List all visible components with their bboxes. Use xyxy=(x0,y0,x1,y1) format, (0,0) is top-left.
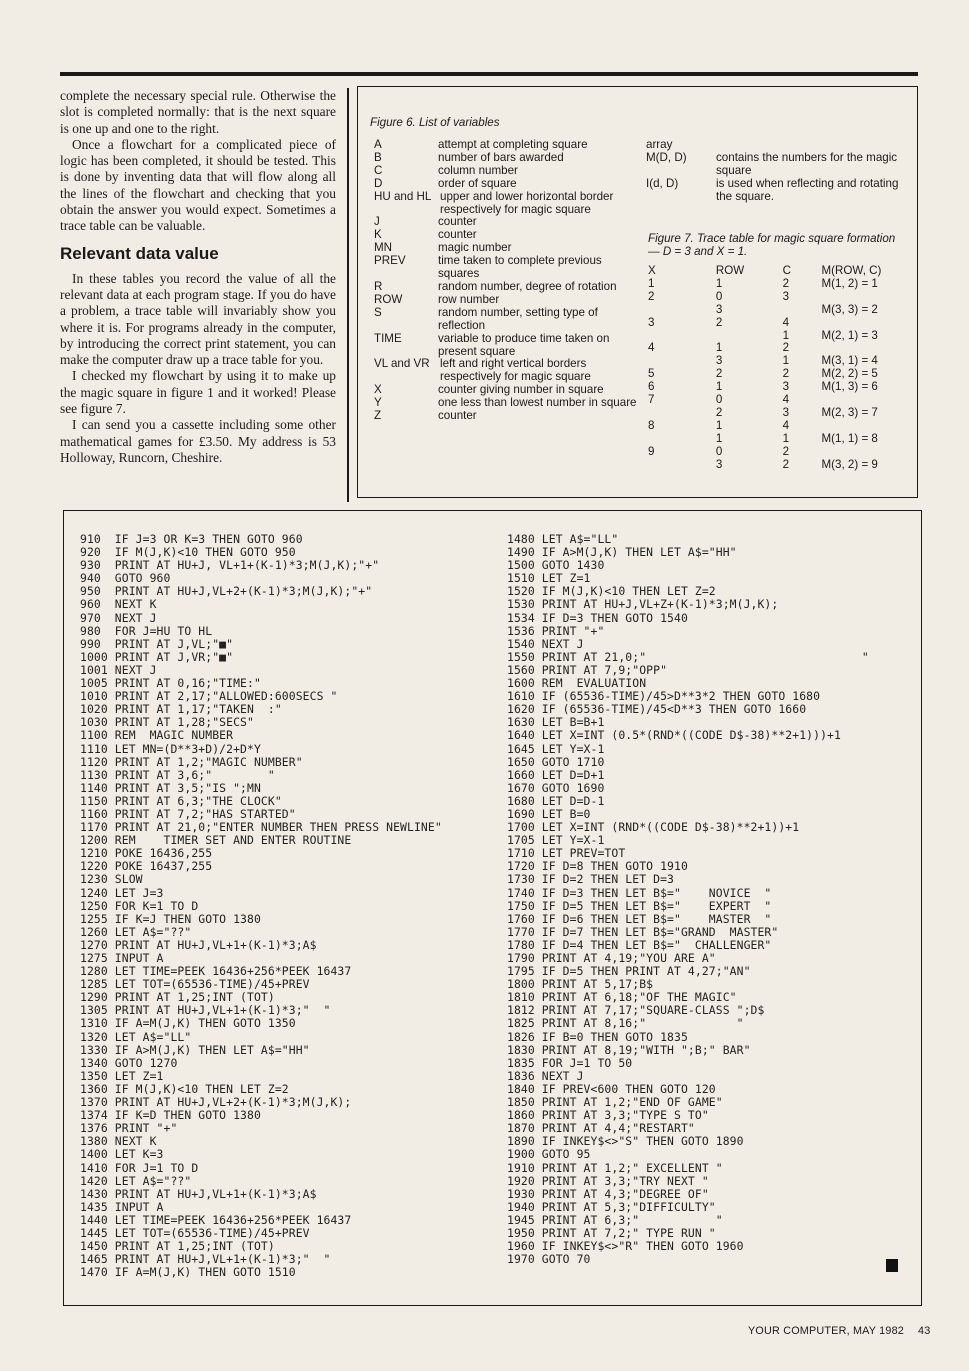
trace-cell: 1 xyxy=(715,276,723,290)
variable-row xyxy=(374,255,640,281)
trace-cell xyxy=(648,459,716,472)
trace-header-cell: X xyxy=(648,264,656,277)
variable-name: VL and VR xyxy=(374,357,430,371)
article-paragraph: complete the necessary special rule. Otherwise the slot is completed normally: that is the next square is one up and one to the right. xyxy=(60,88,336,136)
article-paragraph: I checked my flowchart by using it to make up the magic square in figure 1 and it worked! Please see figure 7. xyxy=(60,368,336,417)
trace-cell: 1 xyxy=(715,431,723,445)
array-description: is used when reflecting and rotating the square. xyxy=(716,176,899,203)
trace-cell xyxy=(822,291,911,304)
trace-row xyxy=(648,407,910,420)
variable-row xyxy=(374,410,640,423)
trace-cell: 3 xyxy=(782,380,790,394)
variable-name: S xyxy=(374,305,382,319)
trace-cell xyxy=(648,304,716,317)
variable-row xyxy=(374,191,640,217)
trace-cell: 8 xyxy=(648,418,655,432)
variable-name: X xyxy=(374,383,382,397)
variable-name: B xyxy=(374,150,382,164)
variable-row xyxy=(374,294,640,307)
trace-cell: 4 xyxy=(648,341,655,355)
listing-right-column: 1480 LET A$="LL" 1490 IF A>M(J,K) THEN LET A$="HH" 1500 GOTO 1430 1510 LET Z=1 1520 IF M(J,K)<10 THEN LET Z=2 1530 PRINT AT HU+J,VL+Z+(K-1)*3;M(J,K); 1534 IF D=3 THEN GOTO 1540 1536 PRINT "+" 1540 NEXT J 1550 PRINT AT 21,0;" " 1560 PRINT AT 7,9;"OPP" 1600 REM EVALUATION 1610 IF (65536-TIME)/45>D**3*2 THEN GOTO 1680 1620 IF (65536-TIME)/45<D**3 THEN GOTO 1660 1630 LET B=B+1 1640 LET X=INT (0.5*(RND*((CODE D$-38)**2+1)))+1 1645 LET Y=X-1 1650 GOTO 1710 1660 LET D=D+1 1670 GOTO 1690 1680 LET D=D-1 1690 LET B=0 1700 LET X=INT (RND*((CODE D$-38)**2+1))+1 1705 LET Y=X-1 1710 LET PREV=TOT 1720 IF D=8 THEN GOTO 1910 1730 IF D=2 THEN LET D=3 1740 IF D=3 THEN LET B$=" NOVICE " 1750 IF D=5 THEN LET B$=" EXPERT " 1760 IF D=6 THEN LET B$=" MASTER " 1770 IF D=7 THEN LET B$="GRAND MASTER" 1780 IF D=4 THEN LET B$=" CHALLENGER" 1790 PRINT AT 4,19;"YOU ARE A" 1795 IF D=5 THEN PRINT AT 4,27;"AN" 1800 PRINT AT 5,17;B$ 1810 PRINT AT 6,18;"OF THE MAGIC" 1812 PRINT AT 7,17;"SQUARE-CLASS ";D$ 1825 PRINT AT 8,16;" " 1826 IF B=0 THEN GOTO 1835 1830 PRINT AT 8,19;"WITH ";B;" BAR" 1835 FOR J=1 TO 50 1836 NEXT J 1840 IF PREV<600 THEN GOTO 120 1850 PRINT AT 1,2;"END OF GAME" 1860 PRINT AT 3,3;"TYPE S TO" 1870 PRINT AT 4,4;"RESTART" 1890 IF INKEY$<>"S" THEN GOTO 1890 1900 GOTO 95 1910 PRINT AT 1,2;" EXCELLENT " 1920 PRINT AT 3,3;"TRY NEXT " 1930 PRINT AT 4,3;"DEGREE OF" 1940 PRINT AT 5,3;"DIFFICULTY" 1945 PRINT AT 6,3;" " 1950 PRINT AT 7,2;" TYPE RUN " 1960 IF INKEY$<>"R" THEN GOTO 1960 1970 GOTO 70 xyxy=(507,532,869,1267)
trace-cell: 2 xyxy=(782,341,790,355)
trace-cell xyxy=(648,433,716,446)
variable-name: K xyxy=(374,228,382,242)
trace-cell xyxy=(648,330,716,343)
array-name: M(D, D) xyxy=(646,150,687,164)
trace-cell: 1 xyxy=(648,276,655,290)
variable-name: C xyxy=(374,163,383,177)
article-paragraph: I can send you a cassette including some other mathematical games for £3.50. My address is 53 Holloway, Runcorn, Cheshire. xyxy=(60,417,336,465)
trace-cell: 1 xyxy=(715,418,723,432)
trace-row xyxy=(648,381,910,394)
variable-description: order of square xyxy=(438,176,517,190)
publication-name: YOUR COMPUTER, MAY 1982 xyxy=(748,1325,904,1337)
variable-description: number of bars awarded xyxy=(438,150,564,164)
variable-description: upper and lower horizontal border respectively for magic square xyxy=(440,189,614,216)
variable-row xyxy=(374,152,640,165)
trace-cell: M(2, 1) = 3 xyxy=(821,328,878,342)
variable-description: time taken to complete previous squares xyxy=(438,254,602,281)
trace-header-cell: ROW xyxy=(715,264,745,277)
variable-name: MN xyxy=(374,241,393,255)
variable-row xyxy=(374,216,640,229)
listing-left-column: 910 IF J=3 OR K=3 THEN GOTO 960 920 IF M(J,K)<10 THEN GOTO 950 930 PRINT AT HU+J, VL+1+(K-1)*3;M(J,K);"+" 940 GOTO 960 950 PRINT AT HU+J,VL+2+(K-1)*3;M(J,K);"+" 960 NEXT K 970 NEXT J 980 FOR J=HU TO HL 990 PRINT AT J,VL;"■" 1000 PRINT AT J,VR;"■" 1001 NEXT J 1005 PRINT AT 0,16;"TIME:" 1010 PRINT AT 2,17;"ALLOWED:600SECS " 1020 PRINT AT 1,17;"TAKEN :" 1030 PRINT AT 1,28;"SECS" 1100 REM MAGIC NUMBER 1110 LET MN=(D**3+D)/2+D*Y 1120 PRINT AT 1,2;"MAGIC NUMBER" 1130 PRINT AT 3,6;" " 1140 PRINT AT 3,5;"IS ";MN 1150 PRINT AT 6,3;"THE CLOCK" 1160 PRINT AT 7,2;"HAS STARTED" 1170 PRINT AT 21,0;"ENTER NUMBER THEN PRESS NEWLINE" 1200 REM TIMER SET AND ENTER ROUTINE 1210 POKE 16436,255 1220 POKE 16437,255 1230 SLOW 1240 LET J=3 1250 FOR K=1 TO D 1255 IF K=J THEN GOTO 1380 1260 LET A$="??" 1270 PRINT AT HU+J,VL+1+(K-1)*3;A$ 1275 INPUT A 1280 LET TIME=PEEK 16436+256*PEEK 16437 1285 LET TOT=(65536-TIME)/45+PREV 1290 PRINT AT 1,25;INT (TOT) 1305 PRINT AT HU+J,VL+1+(K-1)*3;" " 1310 IF A=M(J,K) THEN GOTO 1350 1320 LET A$="LL" 1330 IF A>M(J,K) THEN LET A$="HH" 1340 GOTO 1270 1350 LET Z=1 1360 IF M(J,K)<10 THEN LET Z=2 1370 PRINT AT HU+J,VL+2+(K-1)*3;M(J,K); 1374 IF K=D THEN GOTO 1380 1376 PRINT "+" 1380 NEXT K 1400 LET K=3 1410 FOR J=1 TO D 1420 LET A$="??" 1430 PRINT AT HU+J,VL+1+(K-1)*3;A$ 1435 INPUT A 1440 LET TIME=PEEK 16436+256*PEEK 16437 1445 LET TOT=(65536-TIME)/45+PREV 1450 PRINT AT 1,25;INT (TOT) 1465 PRINT AT HU+J,VL+1+(K-1)*3;" " 1470 IF A=M(J,K) THEN GOTO 1510 xyxy=(80,532,442,1280)
variable-description: counter xyxy=(438,215,477,229)
variable-description: counter xyxy=(438,409,477,423)
trace-row xyxy=(648,304,910,317)
trace-cell: 2 xyxy=(715,405,723,419)
array-heading: array xyxy=(646,138,673,151)
trace-cell: 3 xyxy=(715,354,723,368)
array-row xyxy=(646,152,908,178)
trace-cell: 4 xyxy=(782,418,790,432)
variable-name: ROW xyxy=(374,292,403,306)
trace-row xyxy=(648,291,910,304)
trace-cell: 0 xyxy=(715,393,723,407)
trace-cell: 5 xyxy=(648,367,655,381)
page-footer xyxy=(748,1325,930,1337)
variable-list xyxy=(374,139,640,423)
variable-name: D xyxy=(374,176,383,190)
trace-cell: 3 xyxy=(782,289,790,303)
trace-cell: 3 xyxy=(715,302,723,316)
top-rule xyxy=(60,72,918,76)
trace-cell: 1 xyxy=(782,431,790,445)
variable-row xyxy=(374,397,640,410)
array-description: contains the numbers for the magic square xyxy=(716,150,898,177)
trace-cell xyxy=(648,407,716,420)
variable-row xyxy=(374,333,640,359)
trace-cell xyxy=(822,317,911,330)
trace-cell: 3 xyxy=(715,457,723,471)
variable-row xyxy=(374,358,640,384)
trace-cell: 6 xyxy=(648,380,655,394)
trace-cell: 1 xyxy=(715,380,723,394)
variable-description: variable to produce time taken on present square xyxy=(438,331,610,358)
trace-cell: 2 xyxy=(782,276,790,290)
trace-header-cell: C xyxy=(782,264,791,277)
trace-row xyxy=(648,317,910,330)
trace-cell: 7 xyxy=(648,393,655,407)
trace-cell: M(3, 1) = 4 xyxy=(821,354,878,368)
trace-cell xyxy=(783,304,822,317)
trace-cell: M(1, 2) = 1 xyxy=(821,276,878,290)
column-divider xyxy=(347,88,349,502)
array-row xyxy=(646,178,908,204)
variable-row xyxy=(374,165,640,178)
end-of-listing-marker xyxy=(886,1259,898,1272)
array-name: I(d, D) xyxy=(646,176,679,190)
trace-cell: M(1, 3) = 6 xyxy=(821,380,878,394)
trace-cell: 0 xyxy=(715,289,723,303)
variable-name: PREV xyxy=(374,254,406,268)
variable-name: Z xyxy=(374,409,382,423)
trace-cell xyxy=(648,355,716,368)
variable-name: J xyxy=(374,215,380,229)
program-listing xyxy=(63,510,922,1306)
trace-cell xyxy=(822,420,911,433)
article-column xyxy=(60,88,336,466)
trace-cell: M(2, 3) = 7 xyxy=(821,405,878,419)
trace-cell xyxy=(822,446,911,459)
trace-row xyxy=(648,330,910,343)
trace-cell: 3 xyxy=(648,315,655,329)
trace-cell: 1 xyxy=(782,354,790,368)
trace-cell: 2 xyxy=(715,315,723,329)
trace-cell: 4 xyxy=(782,393,790,407)
trace-cell: 2 xyxy=(715,367,723,381)
trace-table xyxy=(648,265,910,472)
variable-row xyxy=(374,139,640,152)
trace-header-cell: M(ROW, C) xyxy=(821,264,882,277)
figure7-caption: Figure 7. Trace table for magic square formation — D = 3 and X = 1. xyxy=(648,232,896,258)
variable-name: R xyxy=(374,279,383,293)
variable-row xyxy=(374,307,640,333)
variable-description: one less than lowest number in square xyxy=(438,396,637,410)
trace-cell: 4 xyxy=(782,315,790,329)
trace-cell: 9 xyxy=(648,444,655,458)
variable-row xyxy=(374,281,640,294)
section-heading: Relevant data value xyxy=(60,243,219,263)
variable-name: HU and HL xyxy=(374,189,432,203)
trace-row xyxy=(648,278,910,291)
trace-cell: 2 xyxy=(648,289,655,303)
figure6-caption: Figure 6. List of variables xyxy=(370,116,500,129)
trace-cell: M(3, 2) = 9 xyxy=(821,457,878,471)
trace-cell: M(1, 1) = 8 xyxy=(821,431,878,445)
trace-row xyxy=(648,433,910,446)
variable-description: counter xyxy=(438,228,477,242)
article-paragraph: Once a flowchart for a complicated piece of logic has been completed, it should be tested. This is done by inventing data that will flow along all the lines of the flowchart and checking that you obtain the answer you would expect. Sometimes a trace table can be valuable. xyxy=(60,136,336,234)
trace-cell: 2 xyxy=(782,457,790,471)
trace-row xyxy=(648,420,910,433)
trace-cell: 2 xyxy=(782,444,790,458)
trace-cell: 3 xyxy=(782,405,790,419)
variable-description: random number, setting type of reflection xyxy=(438,305,598,332)
variable-description: left and right vertical borders respectively for magic square xyxy=(440,357,591,384)
trace-cell: 1 xyxy=(782,328,790,342)
page-number: 43 xyxy=(918,1325,931,1337)
variable-name: Y xyxy=(374,396,382,410)
variable-name: TIME xyxy=(374,331,402,345)
variable-description: random number, degree of rotation xyxy=(438,279,617,293)
variable-description: row number xyxy=(438,292,500,306)
trace-cell: 2 xyxy=(782,367,790,381)
array-list xyxy=(646,139,908,204)
trace-row xyxy=(648,446,910,459)
trace-row xyxy=(648,459,910,472)
variable-row xyxy=(374,178,640,191)
variable-description: attempt at completing square xyxy=(438,138,588,151)
trace-cell xyxy=(716,330,783,343)
variable-description: column number xyxy=(438,163,518,177)
article-paragraph: In these tables you record the value of all the relevant data at each program stage. If you do have a problem, a trace table will invariably show you where it is. For programs already in the computer, by introducing the correct print statement, you can make the computer draw up a trace table for you. xyxy=(60,270,336,368)
trace-cell: 0 xyxy=(715,444,723,458)
variable-description: counter giving number in square xyxy=(438,383,604,397)
trace-cell: M(2, 2) = 5 xyxy=(821,367,878,381)
figures-panel xyxy=(357,86,918,498)
variable-name: A xyxy=(374,138,382,151)
trace-cell: 1 xyxy=(715,341,723,355)
trace-cell: M(3, 3) = 2 xyxy=(821,302,878,316)
variable-description: magic number xyxy=(438,241,512,255)
